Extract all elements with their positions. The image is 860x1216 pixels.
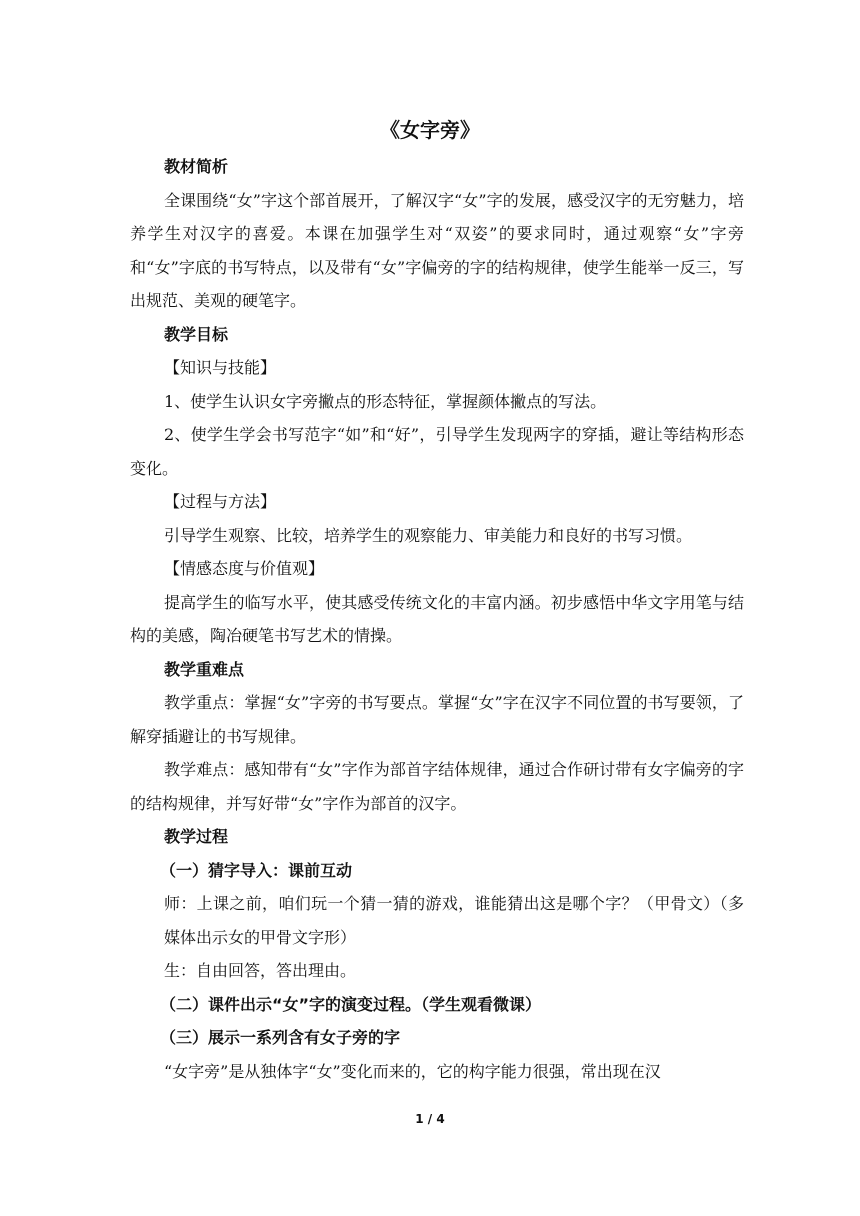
paragraph-key-point: 教学重点：掌握“女”字旁的书写要点。掌握“女”字在汉字不同位置的书写要领，了解穿插避让的书写规律。 xyxy=(130,693,744,746)
section-heading-teaching-process: 教学过程 xyxy=(164,827,229,846)
section-heading-teaching-goals: 教学目标 xyxy=(164,324,229,344)
paragraph-difficult-point: 教学难点：感知带有“女”字作为部首字结体规律，通过合作研讨带有女字偏旁的字的结构规律，并写好带“女”字作为部首的汉字。 xyxy=(130,760,744,813)
paragraph-radical-intro: “女字旁”是从独体字“女”变化而来的，它的构字能力很强，常出现在汉 xyxy=(164,1061,661,1081)
page-number: 1 / 4 xyxy=(415,1112,445,1126)
step-heading-2: （二）课件出示“女”字的演变过程。（学生观看微课） xyxy=(160,994,542,1014)
section-heading-key-difficult-points: 教学重难点 xyxy=(164,659,245,679)
section-heading-textbook-analysis: 教材简析 xyxy=(164,157,229,176)
paragraph-teacher-line: 师：上课之前，咱们玩一个猜一猜的游戏，谁能猜出这是哪个字？（甲骨文）（多媒体出示女的甲骨文字形） xyxy=(164,894,744,947)
paragraph-process-method: 引导学生观察、比较，培养学生的观察能力、审美能力和良好的书写习惯。 xyxy=(164,525,693,545)
subheading-process-method: 【过程与方法】 xyxy=(164,492,277,511)
step-heading-3: （三）展示一系列含有女子旁的字 xyxy=(160,1028,401,1047)
goal-item-1: 1、使学生认识女字旁撇点的形态特征，掌握颜体撇点的写法。 xyxy=(164,391,607,411)
paragraph-student-line: 生：自由回答，答出理由。 xyxy=(164,961,357,980)
goal-item-2: 2、使学生学会书写范字“如”和“好”，引导学生发现两字的穿插，避让等结构形态变化。 xyxy=(130,425,744,478)
paragraph-emotion-values: 提高学生的临写水平，使其感受传统文化的丰富内涵。初步感悟中华文字用笔与结构的美感，陶冶硬笔书写艺术的情操。 xyxy=(130,592,744,645)
subheading-emotion-values: 【情感态度与价值观】 xyxy=(164,559,325,578)
document-title: 《女字旁》 xyxy=(380,118,480,142)
document-body xyxy=(130,150,744,1088)
step-heading-1: （一）猜字导入：课前互动 xyxy=(160,860,353,880)
paragraph-textbook-analysis: 全课围绕“女”字这个部首展开，了解汉字“女”字的发展，感受汉字的无穷魅力，培养学生对汉字的喜爱。本课在加强学生对“双姿”的要求同时，通过观察“女”字旁和“女”字底的书写特点，以及带有“女”字偏旁的字的结构规律，使学生能举一反三，写出规范、美观的硬笔字。 xyxy=(130,190,744,310)
subheading-knowledge-skills: 【知识与技能】 xyxy=(164,358,277,377)
